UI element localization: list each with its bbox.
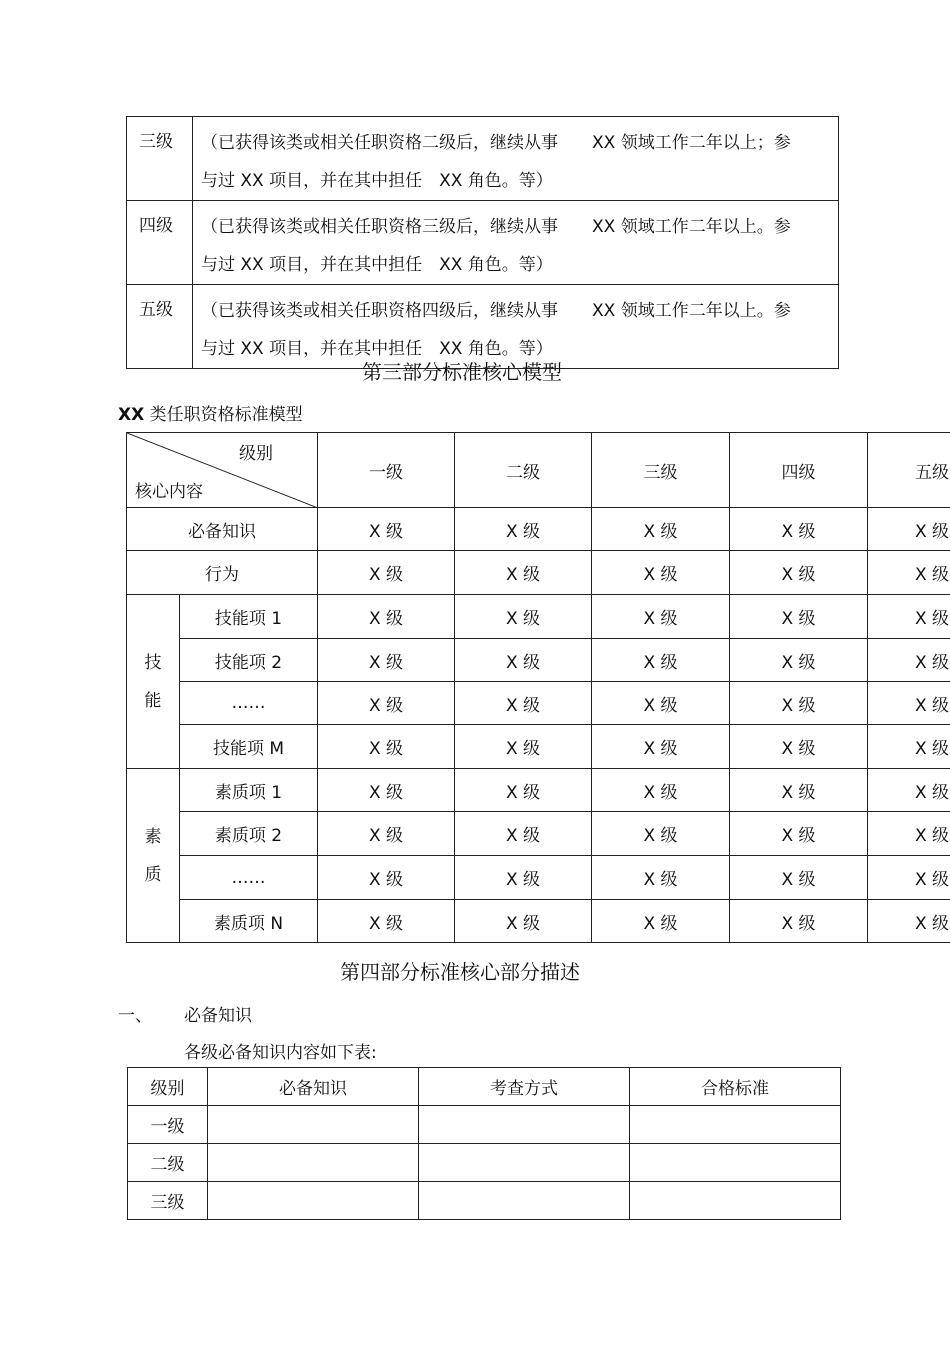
level-value: X 级 (318, 639, 455, 682)
header-row (128, 1068, 841, 1106)
knowledge-table (127, 1067, 841, 1220)
group-char: 技 (144, 652, 162, 673)
table-row (127, 900, 950, 943)
level-value: X 级 (318, 682, 455, 725)
corner-top-label: 级别 (239, 444, 273, 464)
level-value: X 级 (592, 856, 730, 900)
level-value: X 级 (592, 508, 730, 551)
section-number: 一、 (118, 1006, 152, 1026)
level-value: X 级 (730, 769, 868, 812)
table-row (128, 1106, 841, 1144)
level-value: X 级 (455, 639, 592, 682)
level-cell: 四级 (127, 201, 193, 285)
group-char: 能 (144, 690, 162, 711)
table-row (128, 1144, 841, 1182)
level-cell: 三级 (127, 117, 193, 201)
row-label: 素质项 2 (180, 812, 318, 856)
level-cell: 二级 (128, 1144, 208, 1182)
quality-group-label (127, 769, 180, 943)
level-value: X 级 (318, 595, 455, 639)
column-header: 四级 (730, 433, 868, 508)
model-subtitle-prefix: XX (118, 405, 145, 425)
level-value: X 级 (730, 508, 868, 551)
model-subtitle (118, 400, 303, 425)
level-description-table (126, 116, 839, 369)
corner-bottom-label: 核心内容 (135, 482, 203, 502)
table-row (127, 551, 950, 595)
level-value: X 级 (868, 900, 950, 943)
group-char: 素 (144, 826, 162, 847)
level-value: X 级 (592, 812, 730, 856)
column-header: 合格标准 (630, 1068, 841, 1106)
level-value: X 级 (868, 595, 950, 639)
level-description (193, 201, 839, 285)
level-value: X 级 (455, 856, 592, 900)
description-line: （已获得该类或相关任职资格三级后，继续从事 XX 领域工作二年以上。参 (201, 217, 791, 237)
level-value: X 级 (730, 812, 868, 856)
column-header: 考查方式 (419, 1068, 630, 1106)
part4-heading: 第四部分标准核心部分描述 (340, 960, 580, 984)
description-line: 与过 XX 项目，并在其中担任 XX 角色。等） (201, 255, 553, 275)
description-line: （已获得该类或相关任职资格二级后，继续从事 XX 领域工作二年以上；参 (201, 133, 791, 153)
corner-cell (127, 433, 318, 508)
table-row (127, 595, 950, 639)
table-row (127, 201, 839, 285)
level-value: X 级 (455, 900, 592, 943)
group-char: 质 (144, 864, 162, 885)
level-value: X 级 (868, 769, 950, 812)
level-value: X 级 (730, 725, 868, 769)
row-label: 技能项 2 (180, 639, 318, 682)
empty-cell[interactable] (419, 1144, 630, 1182)
section-title: 必备知识 (184, 1006, 252, 1026)
column-header: 一级 (318, 433, 455, 508)
level-value: X 级 (730, 900, 868, 943)
level-value: X 级 (730, 856, 868, 900)
level-value: X 级 (455, 812, 592, 856)
level-cell: 三级 (128, 1182, 208, 1220)
row-label: 技能项 1 (180, 595, 318, 639)
level-value: X 级 (318, 900, 455, 943)
model-subtitle-text: 类任职资格标准模型 (144, 405, 303, 425)
level-value: X 级 (592, 725, 730, 769)
level-value: X 级 (868, 551, 950, 595)
level-value: X 级 (318, 508, 455, 551)
column-header: 二级 (455, 433, 592, 508)
part3-heading: 第三部分标准核心模型 (362, 360, 562, 384)
table-row (127, 856, 950, 900)
level-value: X 级 (318, 769, 455, 812)
level-value: X 级 (318, 812, 455, 856)
level-value: X 级 (592, 595, 730, 639)
row-label: 素质项 N (180, 900, 318, 943)
level-value: X 级 (868, 508, 950, 551)
level-value: X 级 (730, 682, 868, 725)
level-value: X 级 (455, 769, 592, 812)
row-label: 素质项 1 (180, 769, 318, 812)
table-row (127, 769, 950, 812)
level-value: X 级 (592, 639, 730, 682)
level-value: X 级 (868, 856, 950, 900)
row-label: 必备知识 (127, 508, 318, 551)
table-row (127, 725, 950, 769)
level-value: X 级 (455, 551, 592, 595)
level-cell: 一级 (128, 1106, 208, 1144)
header-row (127, 433, 950, 508)
empty-cell[interactable] (208, 1106, 419, 1144)
level-value: X 级 (868, 812, 950, 856)
empty-cell[interactable] (630, 1144, 841, 1182)
table-row (127, 682, 950, 725)
column-header: 必备知识 (208, 1068, 419, 1106)
level-value: X 级 (868, 725, 950, 769)
level-value: X 级 (592, 900, 730, 943)
level-value: X 级 (592, 551, 730, 595)
level-value: X 级 (318, 725, 455, 769)
level-value: X 级 (455, 682, 592, 725)
level-value: X 级 (318, 856, 455, 900)
level-value: X 级 (455, 508, 592, 551)
empty-cell[interactable] (630, 1106, 841, 1144)
level-value: X 级 (868, 639, 950, 682)
empty-cell[interactable] (208, 1144, 419, 1182)
table-row (128, 1182, 841, 1220)
description-line: （已获得该类或相关任职资格四级后，继续从事 XX 领域工作二年以上。参 (201, 301, 791, 321)
level-value: X 级 (318, 551, 455, 595)
row-label: 技能项 M (180, 725, 318, 769)
level-cell: 五级 (127, 285, 193, 369)
level-description (193, 117, 839, 201)
table-row (127, 812, 950, 856)
table-row (127, 639, 950, 682)
table-row (127, 117, 839, 201)
column-header: 三级 (592, 433, 730, 508)
description-line: 与过 XX 项目，并在其中担任 XX 角色。等） (201, 171, 553, 191)
column-header: 五级 (868, 433, 950, 508)
row-label: …… (180, 682, 318, 725)
level-value: X 级 (730, 595, 868, 639)
empty-cell[interactable] (630, 1182, 841, 1220)
section-intro: 各级必备知识内容如下表: (184, 1043, 377, 1063)
level-value: X 级 (730, 551, 868, 595)
description-line: 与过 XX 项目，并在其中担任 XX 角色。等） (201, 339, 553, 359)
row-label: 行为 (127, 551, 318, 595)
level-value: X 级 (868, 682, 950, 725)
empty-cell[interactable] (208, 1182, 419, 1220)
empty-cell[interactable] (419, 1106, 630, 1144)
table-row (127, 508, 950, 551)
level-value: X 级 (455, 725, 592, 769)
section-heading (118, 1001, 252, 1026)
level-value: X 级 (592, 682, 730, 725)
column-header: 级别 (128, 1068, 208, 1106)
level-value: X 级 (455, 595, 592, 639)
level-value: X 级 (730, 639, 868, 682)
core-model-table (126, 432, 950, 943)
row-label: …… (180, 856, 318, 900)
empty-cell[interactable] (419, 1182, 630, 1220)
skill-group-label (127, 595, 180, 769)
level-value: X 级 (592, 769, 730, 812)
